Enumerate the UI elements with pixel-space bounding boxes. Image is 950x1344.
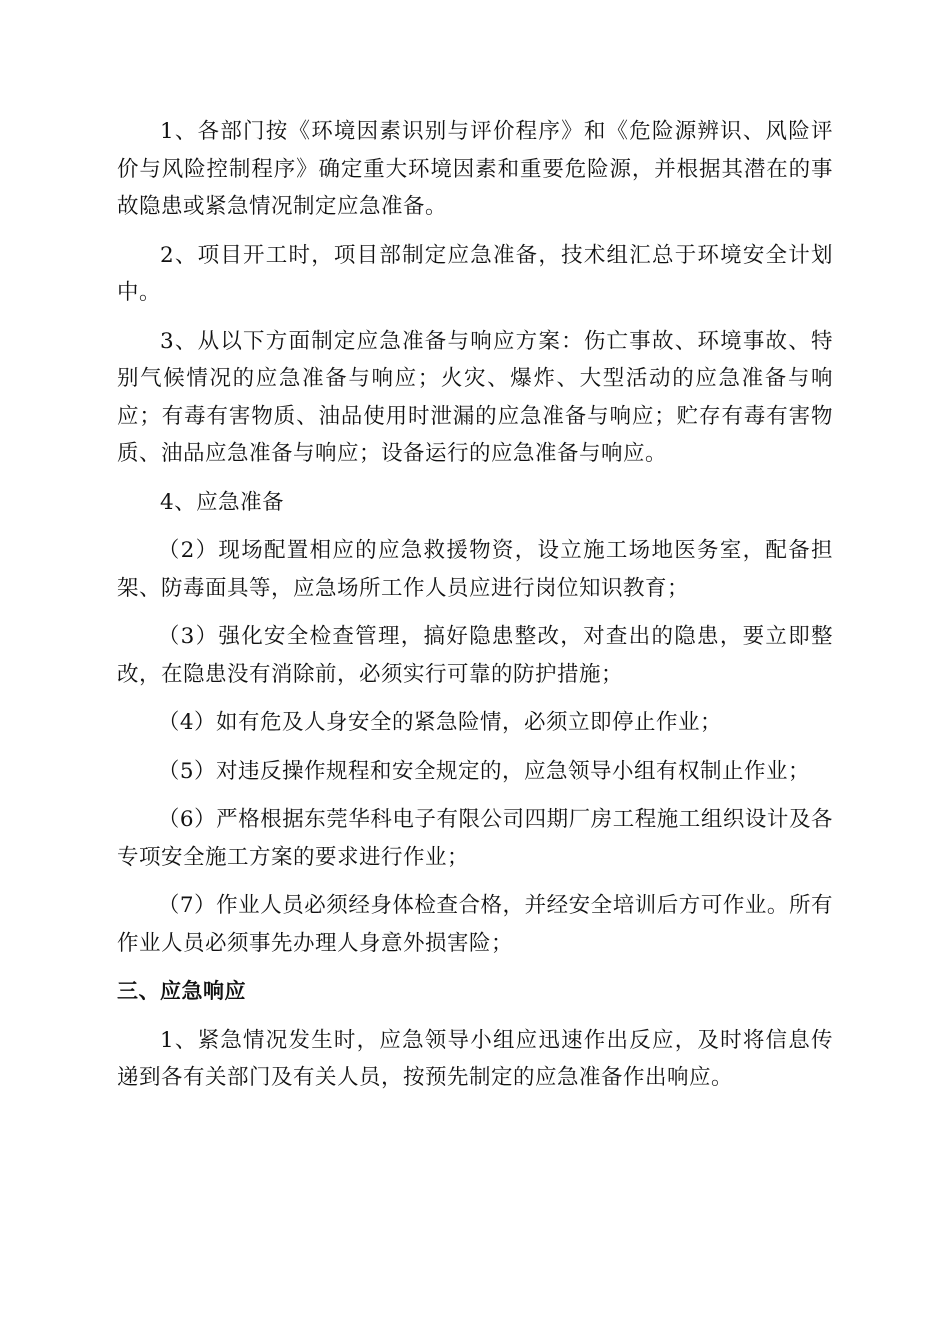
- paragraph-subitem-2: （2）现场配置相应的应急救援物资，设立施工场地医务室，配备担架、防毒面具等，应急场所工作人员应进行岗位知识教育；: [117, 538, 833, 601]
- paragraph-subitem-3: （3）强化安全检查管理，搞好隐患整改，对查出的隐患，要立即整改，在隐患没有消除前，必须实行可靠的防护措施；: [117, 624, 833, 687]
- paragraph-response-1: 1、紧急情况发生时，应急领导小组应迅速作出反应，及时将信息传递到各有关部门及有关人员，按预先制定的应急准备作出响应。: [117, 1027, 833, 1090]
- section-heading: 三、应急响应: [117, 979, 246, 1003]
- document-body: [117, 113, 833, 1108]
- paragraph-subitem-7: （7）作业人员必须经身体检查合格，并经安全培训后方可作业。所有作业人员必须事先办理人身意外损害险；: [117, 893, 833, 956]
- paragraph-subitem-4: （4）如有危及人身安全的紧急险情，必须立即停止作业；: [157, 710, 723, 735]
- paragraph-subitem-5: （5）对违反操作规程和安全规定的，应急领导小组有权制止作业；: [157, 758, 811, 784]
- paragraph-subitem-6: （6）严格根据东莞华科电子有限公司四期厂房工程施工组织设计及各专项安全施工方案的要求进行作业；: [117, 807, 833, 870]
- paragraph-item-1: 1、各部门按《环境因素识别与评价程序》和《危险源辨识、风险评价与风险控制程序》确定重大环境因素和重要危险源，并根据其潜在的事故隐患或紧急情况制定应急准备。: [117, 119, 833, 219]
- paragraph-item-2: 2、项目开工时，项目部制定应急准备，技术组汇总于环境安全计划中。: [117, 242, 833, 305]
- paragraph-item-4: 4、应急准备: [160, 489, 285, 515]
- paragraph-item-3: 3、从以下方面制定应急准备与响应方案：伤亡事故、环境事故、特别气候情况的应急准备与响应；火灾、爆炸、大型活动的应急准备与响应；有毒有害物质、油品使用时泄漏的应急准备与响应；贮存有毒有害物质、油品应急准备与响应；设备运行的应急准备与响应。: [117, 328, 833, 466]
